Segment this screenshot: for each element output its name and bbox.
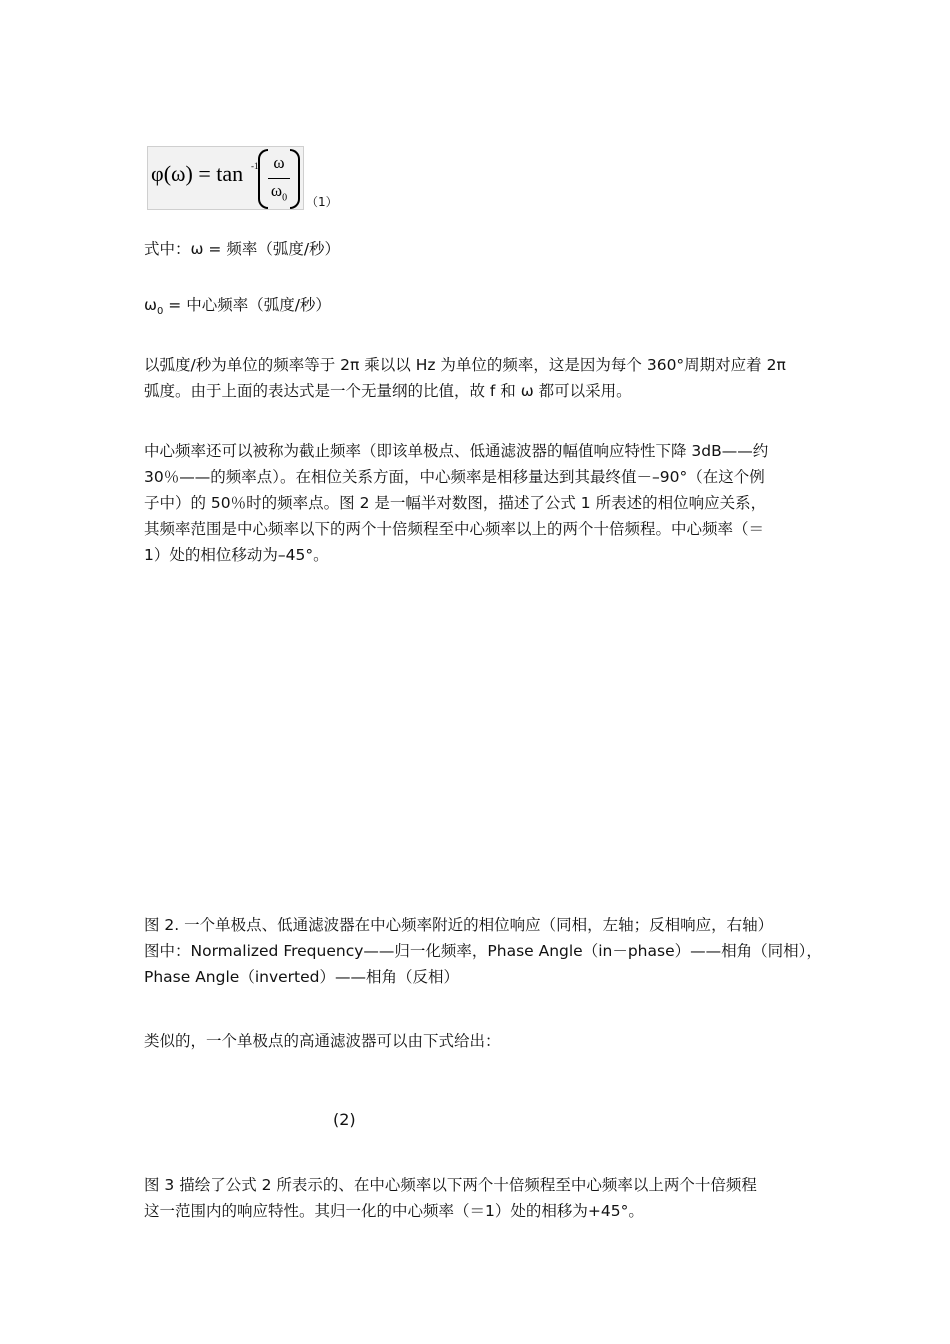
paragraph-2 (144, 438, 814, 568)
paragraph-1 (144, 352, 814, 404)
formula-1-lhs: φ(ω) = tan (151, 161, 244, 186)
formula-1-exponent: -1 (251, 161, 259, 171)
paragraph-2-line: 子中）的 50％时的频率点。图 2 是一幅半对数图，描述了公式 1 所表述的相位响应关系， (144, 494, 767, 512)
paragraph-3 (144, 1028, 814, 1054)
equation-2-label: (2) (333, 1110, 356, 1129)
omega0-symbol: ω (144, 296, 157, 314)
formula-1-denominator-symbol: ω (270, 181, 283, 200)
definition-omega-text: 式中：ω = 频率（弧度/秒） (144, 240, 341, 258)
formula-1-denominator-subscript: 0 (282, 192, 288, 204)
caption-line: 图中：Normalized Frequency——归一化频率，Phase Angle（in－phase）——相角（同相）， (144, 942, 822, 960)
formula-1 (148, 147, 303, 209)
fraction-bar (268, 178, 290, 179)
figure-2-caption (144, 912, 822, 990)
formula-1-label: （1） (306, 195, 338, 209)
paragraph-1-line: 以弧度/秒为单位的频率等于 2π 乘以以 Hz 为单位的频率，这是因为每个 360°周期对应着 2π (144, 356, 786, 374)
omega0-subscript: 0 (156, 306, 164, 317)
formula-1-numerator: ω (273, 153, 285, 172)
paragraph-4-line: 这一范围内的响应特性。其归一化的中心频率（＝1）处的相移为+45°。 (144, 1202, 644, 1220)
definition-omega0 (144, 292, 814, 321)
paragraph-4 (144, 1172, 814, 1224)
paragraph-1-line: 弧度。由于上面的表达式是一个无量纲的比值，故 f 和 ω 都可以采用。 (144, 382, 632, 400)
caption-line: Phase Angle（inverted）——相角（反相） (144, 968, 459, 986)
paragraph-3-text: 类似的，一个单极点的高通滤波器可以由下式给出： (144, 1032, 501, 1050)
right-paren (290, 149, 300, 209)
caption-line: 图 2. 一个单极点、低通滤波器在中心频率附近的相位响应（同相，左轴；反相响应，右轴） (144, 916, 774, 934)
paragraph-4-line: 图 3 描绘了公式 2 所表示的、在中心频率以下两个十倍频程至中心频率以上两个十倍频程 (144, 1176, 757, 1194)
omega0-definition: = 中心频率（弧度/秒） (163, 296, 331, 314)
paragraph-2-line: 30％——的频率点）。在相位关系方面，中心频率是相移量达到其最终值－–90°（在这个例 (144, 468, 765, 486)
definition-omega0-text (144, 292, 814, 321)
paragraph-2-line: 1）处的相位移动为–45°。 (144, 546, 329, 564)
definition-omega (144, 236, 814, 262)
formula-1-image (147, 146, 304, 210)
paragraph-2-line: 中心频率还可以被称为截止频率（即该单极点、低通滤波器的幅值响应特性下降 3dB——约 (144, 442, 769, 460)
paragraph-2-line: 其频率范围是中心频率以下的两个十倍频程至中心频率以上的两个十倍频程。中心频率（＝ (144, 520, 765, 538)
